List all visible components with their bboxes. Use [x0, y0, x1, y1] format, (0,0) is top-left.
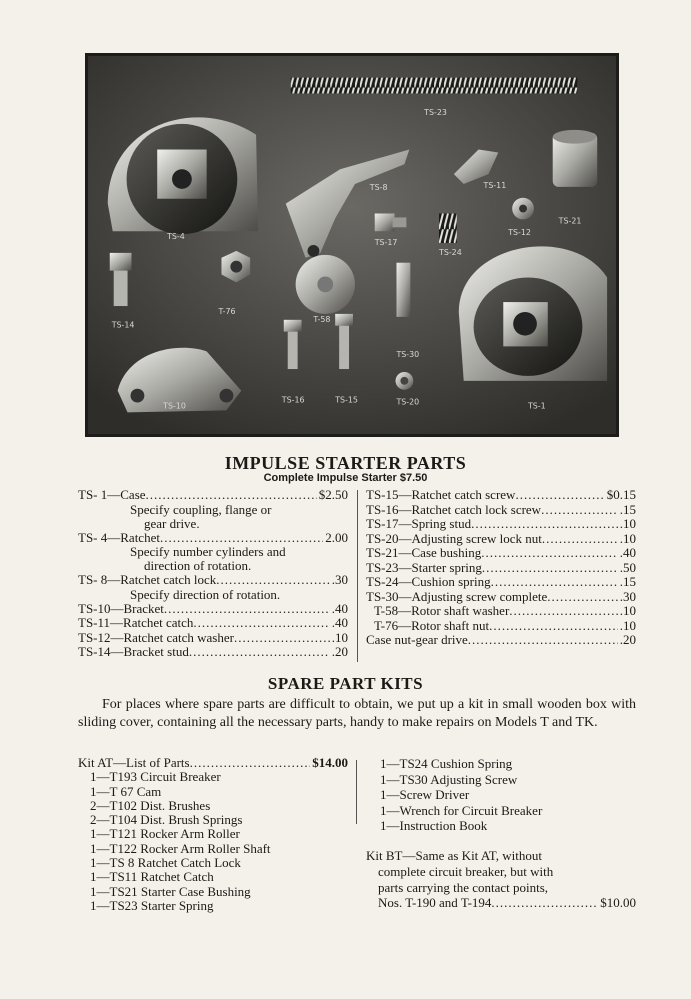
kit-bt-price: $10.00: [600, 895, 636, 911]
kit-item: 1—Instruction Book: [380, 818, 488, 833]
kit-item: 1—Screw Driver: [380, 787, 470, 802]
kit-item: 1—T122 Rocker Arm Roller Shaft: [90, 840, 271, 856]
part-name: TS-16—Ratchet catch lock screw: [366, 502, 542, 517]
part-row: [78, 602, 348, 617]
part-name: TS-15—Ratchet catch screw: [366, 488, 516, 502]
part-row: [366, 488, 636, 503]
part-price: .10: [619, 604, 636, 618]
photo-label: T-76: [218, 306, 236, 316]
part-name: TS-17—Spring stud: [366, 517, 472, 531]
kit-bt-description: [366, 848, 636, 911]
complete-starter-price: Complete Impulse Starter $7.50: [263, 472, 428, 484]
kit-bt-line: parts carrying the contact points,: [378, 879, 549, 895]
part-note: Specify coupling, flange or: [130, 501, 272, 517]
part-price: .20: [331, 645, 348, 659]
part-name: TS- 8—Ratchet catch lock: [78, 573, 217, 587]
part-row: [366, 575, 636, 590]
part-row: [78, 631, 348, 646]
photo-label: T-58: [313, 314, 331, 324]
kit-at-list-continued: [380, 756, 636, 834]
part-name: TS- 4—Ratchet: [78, 530, 160, 545]
photo-label: TS-10: [163, 401, 186, 411]
kit-bt-price-line: Nos. T-190 and T-194 ..... $10.00: [366, 895, 636, 911]
part-name: TS-23—Starter spring: [366, 560, 482, 575]
photo-label: TS-11: [483, 180, 507, 190]
part-name: TS-21—Case bushing: [366, 546, 482, 560]
part-row: [366, 619, 636, 634]
part-price: .40: [619, 546, 636, 560]
part-name: TS-10—Bracket: [78, 601, 164, 616]
part-row: [78, 616, 348, 631]
parts-photograph: [85, 53, 619, 437]
part-price: .10: [619, 531, 636, 546]
kit-item: 2—T104 Dist. Brush Springs: [90, 812, 243, 828]
parts-list-right: [366, 488, 636, 648]
part-name: TS-20—Adjusting screw lock nut: [366, 531, 542, 546]
part-name: Case nut-gear drive: [366, 633, 468, 647]
column-divider: [356, 760, 357, 824]
part-name: TS-14—Bracket stud: [78, 645, 189, 659]
part-row: [78, 573, 348, 588]
part-row: [366, 546, 636, 561]
part-name: TS-24—Cushion spring: [366, 575, 491, 589]
photo-label: TS-4: [167, 232, 185, 242]
part-row: [366, 517, 636, 532]
section-title-kits: SPARE PART KITS: [267, 674, 424, 693]
kit-item: 1—T 67 Cam: [90, 783, 162, 799]
part-row: [366, 590, 636, 605]
part-note: Specify direction of rotation.: [130, 586, 281, 602]
photo-label: TS-1: [528, 401, 546, 411]
part-name: TS-11—Ratchet catch: [78, 616, 194, 630]
part-price: .10: [331, 630, 348, 645]
photo-label: TS-21: [558, 216, 582, 226]
part-price: .40: [331, 616, 348, 630]
part-price: $2.50: [318, 488, 348, 502]
kit-item: 1—T193 Circuit Breaker: [90, 769, 221, 785]
part-row: [366, 561, 636, 576]
kit-item: 2—T102 Dist. Brushes: [90, 797, 211, 813]
part-name: TS- 1—Case: [78, 488, 146, 502]
part-name: T-58—Rotor shaft washer: [374, 604, 510, 618]
kit-item: 1—TS23 Starter Spring: [90, 897, 214, 913]
photo-label: TS-15: [335, 395, 358, 405]
part-price: .10: [619, 517, 636, 531]
photo-label: TS-12: [508, 228, 531, 238]
photo-label: TS-16: [281, 395, 305, 405]
part-price: $0.15: [606, 488, 636, 502]
kit-item: 1—TS30 Adjusting Screw: [380, 771, 518, 787]
part-price: 2.00: [325, 530, 348, 545]
part-row: [78, 645, 348, 660]
kit-at-list: [78, 756, 348, 913]
part-price: .10: [619, 618, 636, 633]
kit-item: 1—TS 8 Ratchet Catch Lock: [90, 855, 241, 871]
page-title: IMPULSE STARTER PARTS: [224, 453, 467, 473]
part-row: [366, 633, 636, 648]
part-note: gear drive.: [144, 515, 200, 531]
part-price: .15: [619, 502, 636, 517]
part-note: direction of rotation.: [144, 558, 252, 573]
kit-at-header: Kit AT—List of Parts ..... $14.00: [78, 756, 348, 770]
photo-label: TS-14: [111, 320, 135, 330]
photo-label: TS-17: [374, 238, 398, 247]
part-price: .30: [619, 589, 636, 604]
kit-item: 1—TS24 Cushion Spring: [380, 756, 513, 771]
photo-label: TS-20: [396, 397, 420, 407]
part-row: [366, 604, 636, 619]
kits-intro-paragraph: For places where spare parts are difficult to obtain, we put up a kit in small wooden box with sliding cover, containing all the necessary parts, handy to make repairs on Models T and TK.: [78, 697, 636, 730]
photo-label: TS-8: [369, 182, 388, 192]
part-row: [366, 503, 636, 518]
photo-label: TS-30: [396, 350, 420, 360]
part-row: [78, 488, 348, 503]
kit-bt-line: Kit BT—Same as Kit AT, without: [366, 848, 542, 863]
part-name: TS-30—Adjusting screw complete: [366, 589, 548, 604]
kit-item: 1—Wrench for Circuit Breaker: [380, 802, 543, 818]
part-price: .20: [619, 633, 636, 647]
photo-label: TS-24: [439, 247, 462, 257]
part-note: Specify number cylinders and: [130, 544, 286, 559]
kit-at-price: $14.00: [312, 756, 348, 770]
photo-label: TS-23: [424, 108, 447, 118]
part-price: .30: [331, 573, 348, 587]
part-price: .15: [619, 575, 636, 589]
part-name: TS-12—Ratchet catch washer: [78, 630, 234, 645]
part-price: .50: [619, 560, 636, 575]
kit-bt-line: complete circuit breaker, but with: [378, 863, 554, 879]
part-price: .40: [331, 601, 348, 616]
kit-item: 1—TS21 Starter Case Bushing: [90, 883, 251, 899]
part-row: [78, 531, 348, 546]
part-row: [366, 532, 636, 547]
part-name: T-76—Rotor shaft nut: [374, 618, 490, 633]
column-divider: [357, 490, 358, 662]
kit-item: 1—TS11 Ratchet Catch: [90, 869, 214, 885]
parts-list-left: [78, 488, 348, 660]
kit-item: 1—T121 Rocker Arm Roller: [90, 826, 240, 842]
